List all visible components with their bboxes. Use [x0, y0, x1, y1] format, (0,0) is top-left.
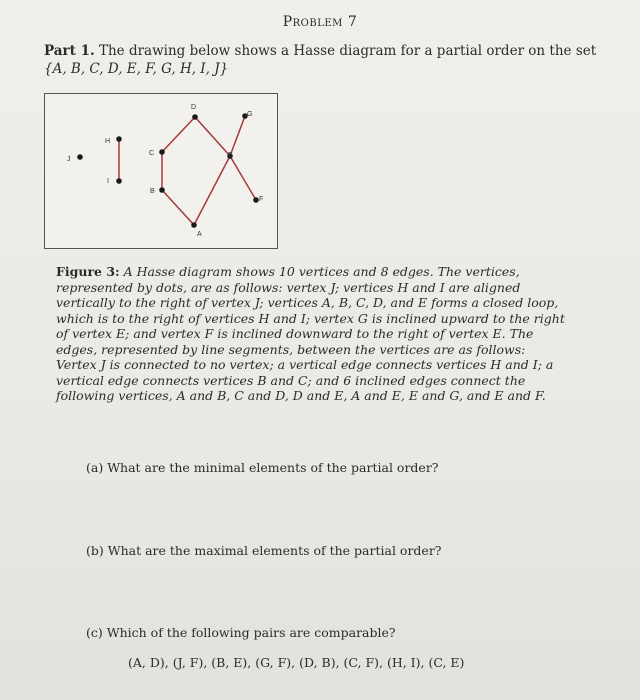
vertex-label-B: B — [150, 188, 155, 195]
vertex-H — [116, 136, 122, 142]
vertex-label-A: A — [197, 231, 202, 238]
vertex-F — [253, 197, 259, 203]
edge-D-E — [195, 117, 230, 156]
pairs-list: (A, D), (J, F), (B, E), (G, F), (D, B), (C, F), (H, I), (C, E) — [128, 655, 465, 670]
question-a-text: What are the minimal elements of the partial order? — [107, 460, 439, 475]
question-c-text: Which of the following pairs are comparable? — [106, 625, 396, 640]
vertex-label-E: E — [228, 152, 233, 159]
edge-A-E — [194, 156, 230, 225]
question-a — [86, 460, 439, 475]
vertex-D — [192, 114, 198, 120]
caption-text: A Hasse diagram shows 10 vertices and 8 edges. The vertices, represented by dots, are as follows: vertex J; vertices H and I are aligned vertically to the right of vertex J; vertices A, B, C, D, and E forms a closed loop, which is to the right of vertices H and I; vertex G is inclined upward to the right of vertex E; and vertex F is inclined downward to the right of vertex E. The edges, represented by line segments, between the vertices are as follows: Vertex J is connected to no vertex; a vertical edge connects vertices H and I; a vertical edge connects vertices B and C; and 6 inclined edges connect the following vertices, A and B, C and D, D and E, A and E, E and G, and E and F. — [56, 264, 565, 403]
question-c-label: (c) — [86, 625, 103, 640]
problem-title: Problem 7 — [282, 14, 358, 30]
caption-label: Figure 3: — [56, 264, 120, 279]
question-b-text: What are the maximal elements of the partial order? — [107, 543, 442, 558]
edge-C-D — [162, 117, 195, 152]
set-notation: {A, B, C, D, E, F, G, H, I, J} — [44, 61, 229, 77]
vertex-A — [191, 222, 197, 228]
vertex-label-I: I — [107, 178, 109, 185]
vertex-label-F: F — [259, 196, 264, 203]
part-text: The drawing below shows a Hasse diagram for a partial order on the set — [98, 43, 597, 59]
vertex-I — [116, 178, 122, 184]
figure-caption — [56, 264, 566, 404]
edge-E-G — [230, 116, 245, 156]
vertex-label-D: D — [191, 104, 197, 111]
edge-E-F — [230, 156, 256, 200]
vertex-label-C: C — [149, 150, 155, 157]
vertex-C — [159, 149, 165, 155]
hasse-diagram — [44, 93, 278, 249]
question-b-label: (b) — [86, 543, 104, 558]
edge-A-B — [162, 190, 194, 225]
hasse-diagram-svg — [45, 94, 277, 248]
vertex-label-H: H — [105, 138, 111, 145]
part-label: Part 1. — [44, 43, 95, 59]
vertex-B — [159, 187, 165, 193]
vertex-label-J: J — [67, 156, 71, 163]
vertex-label-G: G — [247, 111, 253, 118]
question-a-label: (a) — [86, 460, 104, 475]
part-intro — [44, 42, 604, 78]
question-b — [86, 543, 442, 558]
vertex-J — [77, 154, 83, 160]
question-c — [86, 625, 396, 640]
